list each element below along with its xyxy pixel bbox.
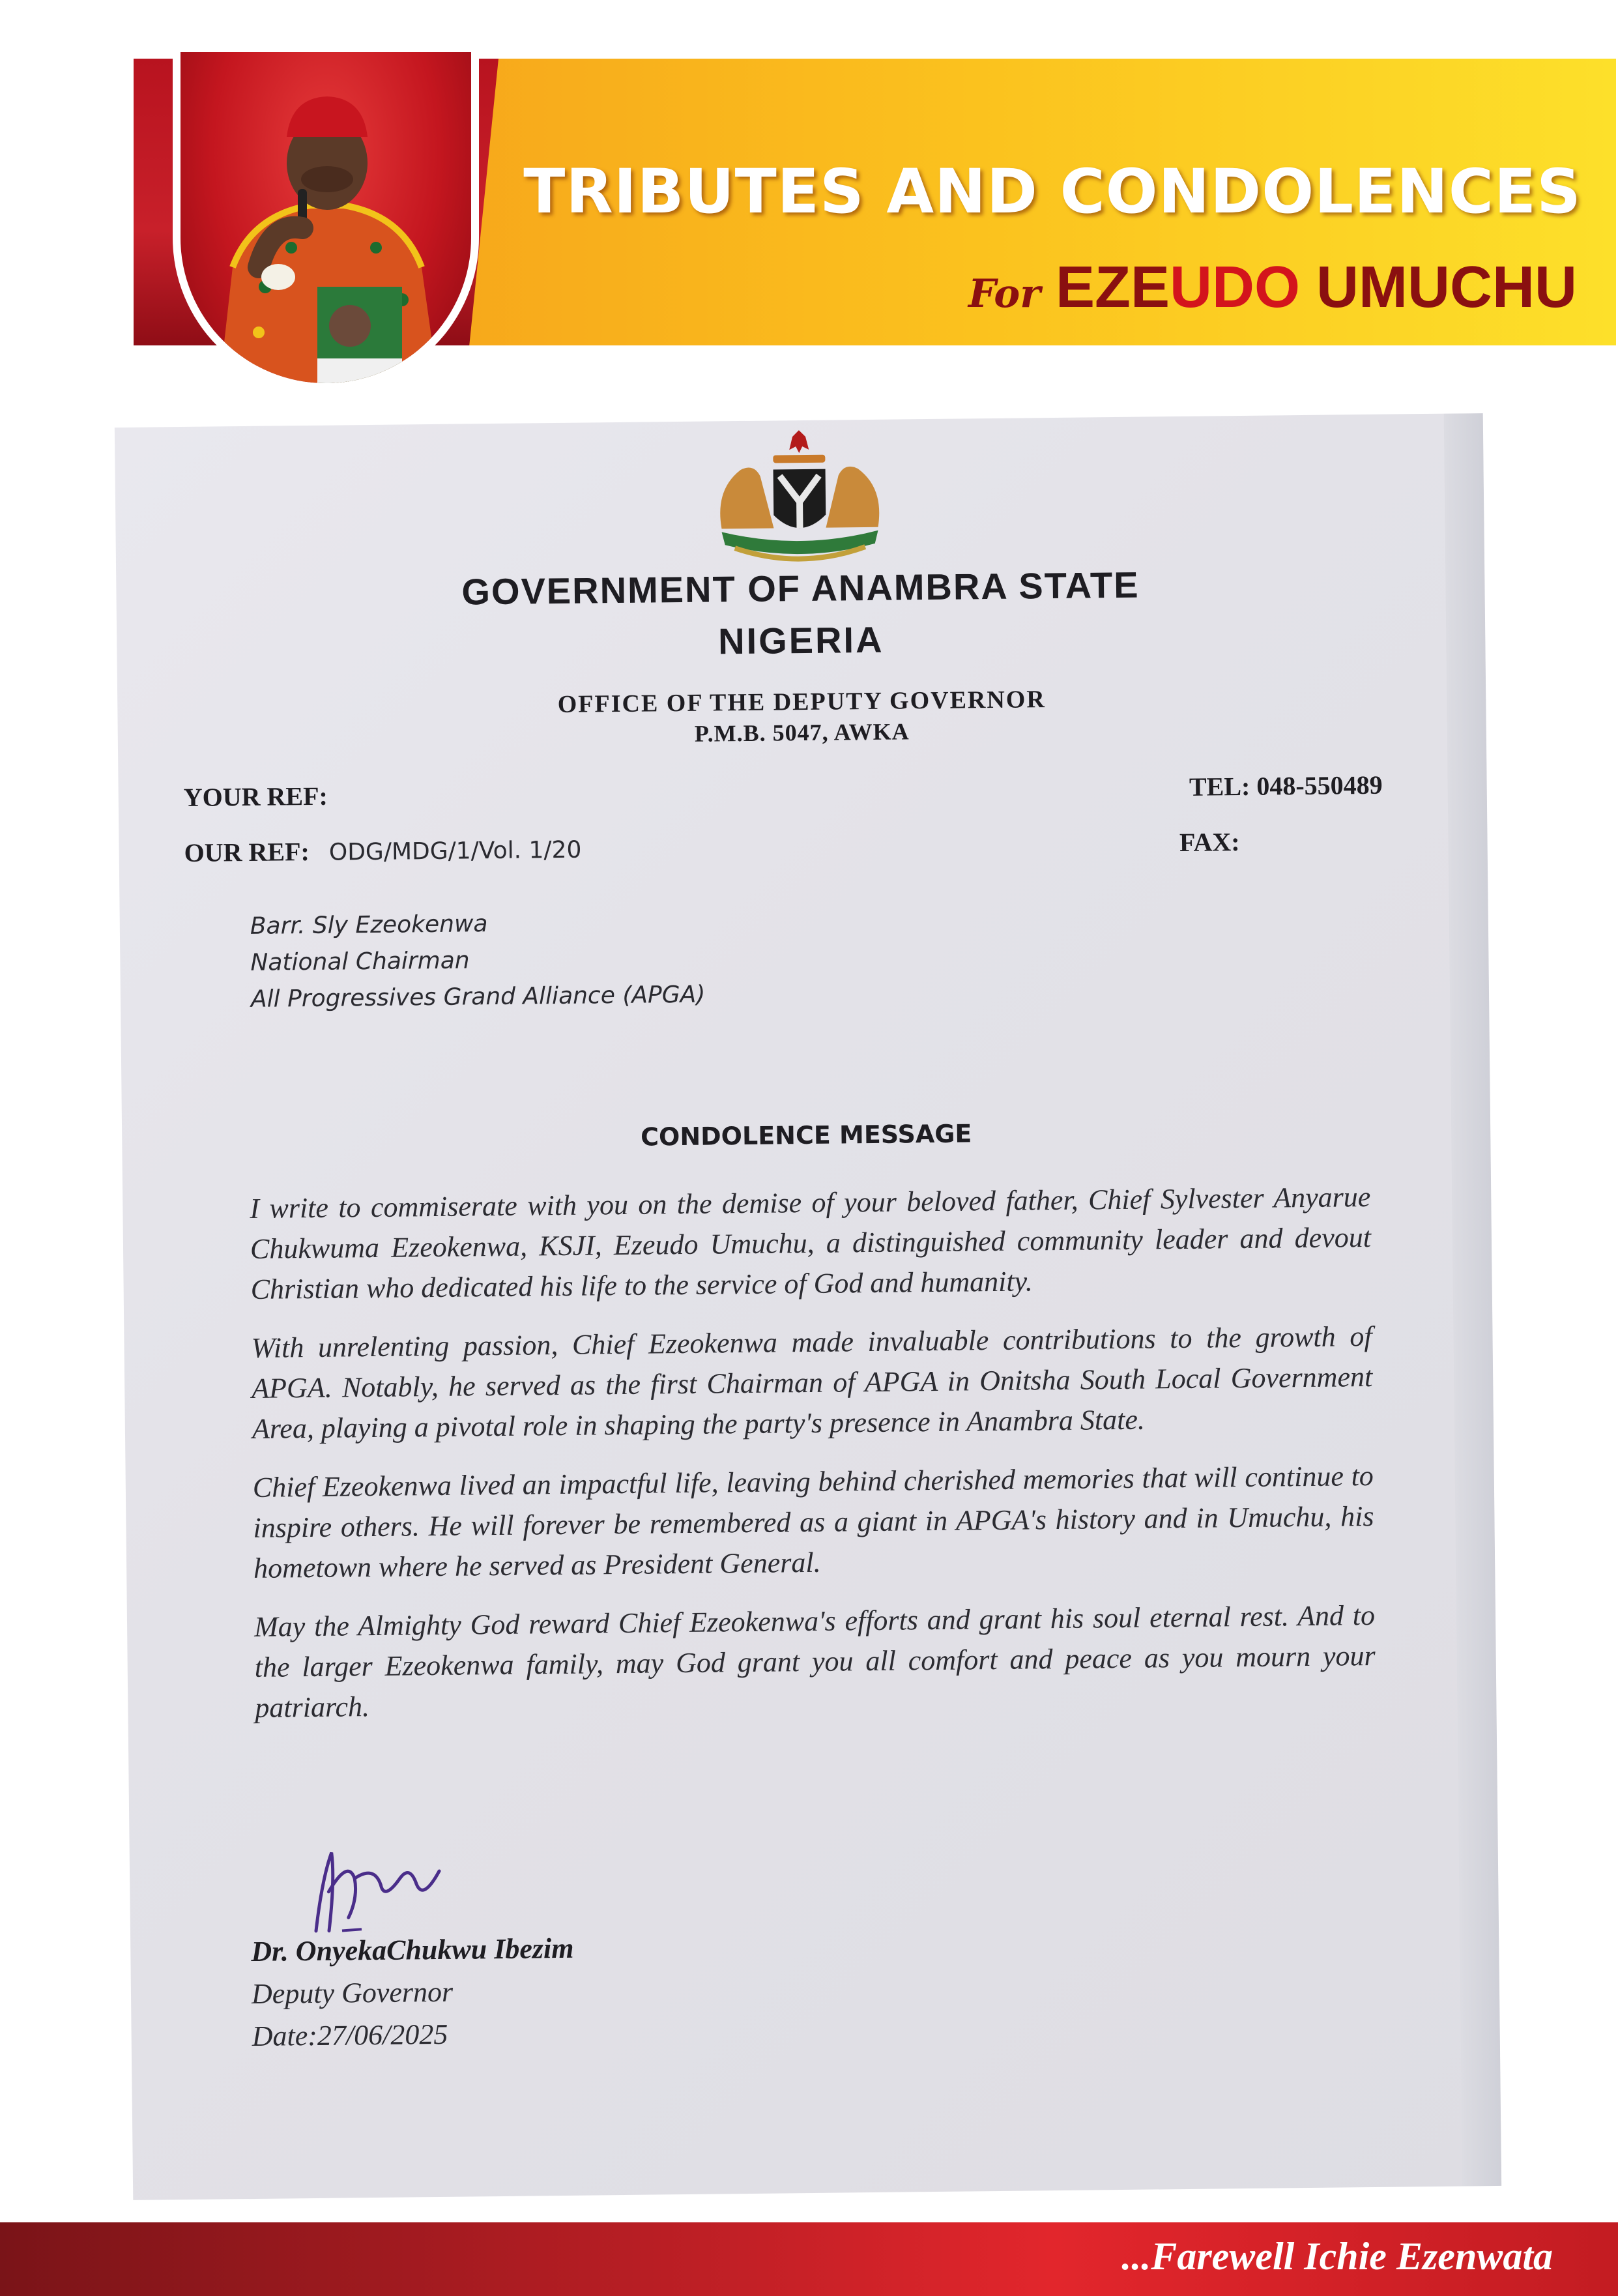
recipient-org: All Progressives Grand Alliance (APGA) bbox=[250, 981, 706, 1013]
header-banner bbox=[134, 59, 1616, 345]
banner-honoree-name bbox=[1056, 255, 1577, 320]
recipient-name: Barr. Sly Ezeokenwa bbox=[250, 910, 488, 940]
letterhead-country: NIGERIA bbox=[717, 618, 884, 662]
condolence-letter bbox=[115, 413, 1501, 2200]
paragraph: I write to commiserate with you on the demise of your beloved father, Chief Sylvester Anyarue Chukwuma Ezeokenwa, KSJI, Ezeudo Umuchu, a distinguished community leader and devout Christian who dedicated his life to the service of God and humanity. bbox=[250, 1180, 1372, 1305]
banner-subtitle bbox=[968, 254, 1577, 321]
paragraph: Chief Ezeokenwa lived an impactful life, leaving behind cherished memories that will continue to inspire others. He will forever be remembered as a giant in APGA's history and in Umuchu, his hometown where he served as President General. bbox=[252, 1459, 1374, 1584]
our-ref bbox=[184, 834, 581, 868]
paragraph: With unrelenting passion, Chief Ezeokenwa made invaluable contributions to the growth of APGA. Notably, he served as the first Chairman of APGA in Onitsha South Local Government Area, playing a pivotal role in shaping the party's presence in Anambra State. bbox=[251, 1320, 1373, 1445]
your-ref-label: YOUR REF: bbox=[183, 781, 328, 812]
banner-title: TRIBUTES AND CONDOLENCES bbox=[523, 156, 1582, 227]
recipient-block bbox=[250, 904, 706, 1018]
footer-bar bbox=[0, 2222, 1618, 2296]
portrait-photo bbox=[181, 52, 471, 383]
paragraph: May the Almighty God reward Chief Ezeokenwa's efforts and grant his soul eternal rest. And to the larger Ezeokenwa family, may God grant you all comfort and peace as you mourn your patriarch. bbox=[253, 1599, 1376, 1724]
name-part-1: EZE bbox=[1056, 255, 1170, 320]
letterhead-office: OFFICE OF THE DEPUTY GOVERNOR bbox=[557, 686, 1047, 718]
name-part-3: UMUCHU bbox=[1300, 255, 1577, 320]
signature-icon bbox=[302, 1838, 454, 1938]
fax: FAX: bbox=[1179, 827, 1240, 857]
signer-name: Dr. OnyekaChukwu Ibezim bbox=[251, 1932, 574, 1968]
letter-subject: CONDOLENCE MESSAGE bbox=[640, 1119, 972, 1152]
scan-edge bbox=[1444, 413, 1501, 2186]
telephone: TEL: 048-550489 bbox=[1189, 770, 1383, 802]
our-ref-value: ODG/MDG/1/Vol. 1/20 bbox=[328, 836, 582, 866]
letterhead-government: GOVERNMENT OF ANAMBRA STATE bbox=[461, 564, 1140, 613]
footer-tagline: ...Farewell Ichie Ezenwata bbox=[1121, 2235, 1553, 2278]
recipient-title: National Chairman bbox=[250, 947, 470, 976]
your-ref bbox=[184, 781, 328, 813]
coat-of-arms-icon bbox=[695, 429, 904, 574]
banner-for-label: For bbox=[968, 271, 1041, 317]
letterhead-address: P.M.B. 5047, AWKA bbox=[694, 718, 910, 747]
signer-title: Deputy Governor bbox=[251, 1975, 454, 2010]
our-ref-label: OUR REF: bbox=[184, 836, 310, 867]
letter-body bbox=[250, 1177, 1376, 1747]
letter-date: Date:27/06/2025 bbox=[252, 2018, 448, 2052]
name-part-2: UDO bbox=[1170, 255, 1301, 320]
